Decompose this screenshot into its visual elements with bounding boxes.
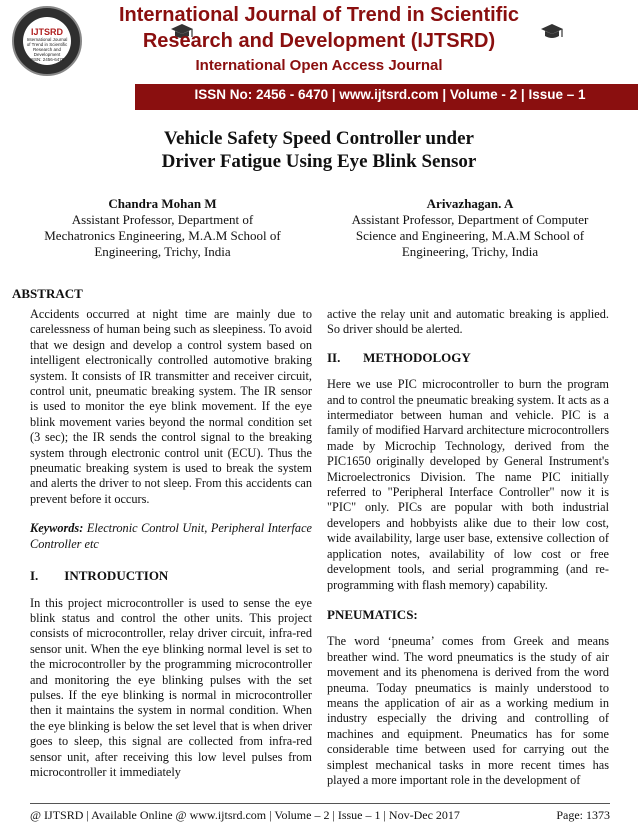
- keywords-label: Keywords:: [30, 521, 84, 536]
- keywords-text: Electronic Control Unit, Peripheral Interface Controller etc: [30, 521, 313, 551]
- issn-line: ISSN No: 2456 - 6470 | www.ijtsrd.com | Volume - 2 | Issue – 1: [194, 87, 586, 102]
- keywords: [30, 521, 312, 552]
- left-column: [30, 307, 312, 780]
- introduction-heading: I. INTRODUCTION: [30, 568, 169, 584]
- methodology-text: Here we use PIC microcontroller to burn the program and to control the pneumatic breaking system. It acts as a intermediator between human and vehicle. PIC is a family of modified Harvard architecture microcontrollers made by Microchip Technology, derived from the PIC1650 originally developed by General Instrument's Microelectronics Division. The name PIC initially referred to "Peripheral Interface Controller" now it is "PIC" only. PICs are popular with both industrial developers and hobbyists alike due to their low cost, wide availability, large user base, extensive collection of application notes, availability of low cost or free development tools, and serial programming (and re-programming with flash memory) capability.: [327, 377, 609, 592]
- author-block-1: [40, 196, 285, 260]
- footer-divider: [30, 803, 610, 804]
- author-name: Arivazhagan. A: [426, 196, 514, 211]
- author-name: Chandra Mohan M: [108, 196, 217, 211]
- introduction-continued: active the relay unit and automatic breaking is applied. So driver should be alerted.: [327, 307, 609, 337]
- author-affiliation: Engineering, Trichy, India: [401, 244, 539, 259]
- logo-seal: IJTSRD International Journal of Trend in Scientific Research and Development ISSN: 2456-6470: [23, 17, 71, 65]
- pneumatics-text: The word ‘pneuma’ comes from Greek and means breather wind. The word pneumatics is the study of air movement and its phenomena is derived from the word pneuma. Today pneumatics is mainly understood to means the application of air as a working medium in industry especially the driving and controlling of machines and equipment. Pneumatics has for some considerable time between used for carrying out the simplest mechanical tasks in more recent times has played a more important role in the development of: [327, 634, 609, 787]
- right-column: [327, 307, 609, 788]
- footer-citation: @ IJTSRD | Available Online @ www.ijtsrd.com | Volume – 2 | Issue – 1 | Nov-Dec 2017: [30, 808, 460, 822]
- journal-subtitle: International Open Access Journal: [195, 57, 443, 74]
- page-number: Page: 1373: [556, 808, 610, 822]
- paper-title-line1: Vehicle Safety Speed Controller under: [164, 128, 474, 149]
- abstract-heading: ABSTRACT: [12, 286, 83, 301]
- journal-name-line2: Research and Development (IJTSRD): [142, 30, 496, 52]
- journal-name-line1: International Journal of Trend in Scientific: [118, 4, 520, 26]
- author-affiliation: Assistant Professor, Department of Computer: [351, 212, 589, 227]
- abstract-text: Accidents occurred at night time are mainly due to carelessness of human being such as sleepiness. To avoid that we design and develop a control system based on intelligent electronically controlled automotive braking system. It consists of IR transmitter and receiver circuit, control unit, pneumatic breaking system. The IR sensor is used to monitor the eye blink movement. If the eye blink movement varies beyond the normal condition set (3 sec); the IR sends the control signal to the breaking system through electronic control unit (ECU). Thus the pneumatic breaking system is used to break the system and alerts the driver to not sleep. From this accidents can prevent before it occurs.: [30, 307, 312, 506]
- author-affiliation: Mechatronics Engineering, M.A.M School of: [44, 228, 281, 243]
- author-affiliation: Engineering, Trichy, India: [94, 244, 231, 259]
- author-affiliation: Science and Engineering, M.A.M School of: [355, 228, 585, 243]
- pneumatics-heading: PNEUMATICS:: [327, 606, 418, 622]
- introduction-text: In this project microcontroller is used to sense the eye blink status and control the other units. This project consists of microcontroller, relay driver circuit, infra-red sensor unit. When the eye blinking normal level is set to the microcontroller by the programming microcontroller and monitoring the eye blinking pulses with the set pulses. If the eye blinking is normal in microcontroller then it maintains the system in normal condition. When the eye blinking is below the set level that is when driver goes to sleep, this signal are collected from infra-red sensor unit, after receiving this low level pulses from microcontroller it immediately: [30, 595, 312, 779]
- author-affiliation: Assistant Professor, Department of: [71, 212, 254, 227]
- paper-title-line2: Driver Fatigue Using Eye Blink Sensor: [161, 151, 477, 172]
- author-block-2: [330, 196, 610, 260]
- methodology-heading: II. METHODOLOGY: [327, 349, 471, 365]
- journal-header: [0, 0, 638, 110]
- page-footer: [30, 808, 610, 823]
